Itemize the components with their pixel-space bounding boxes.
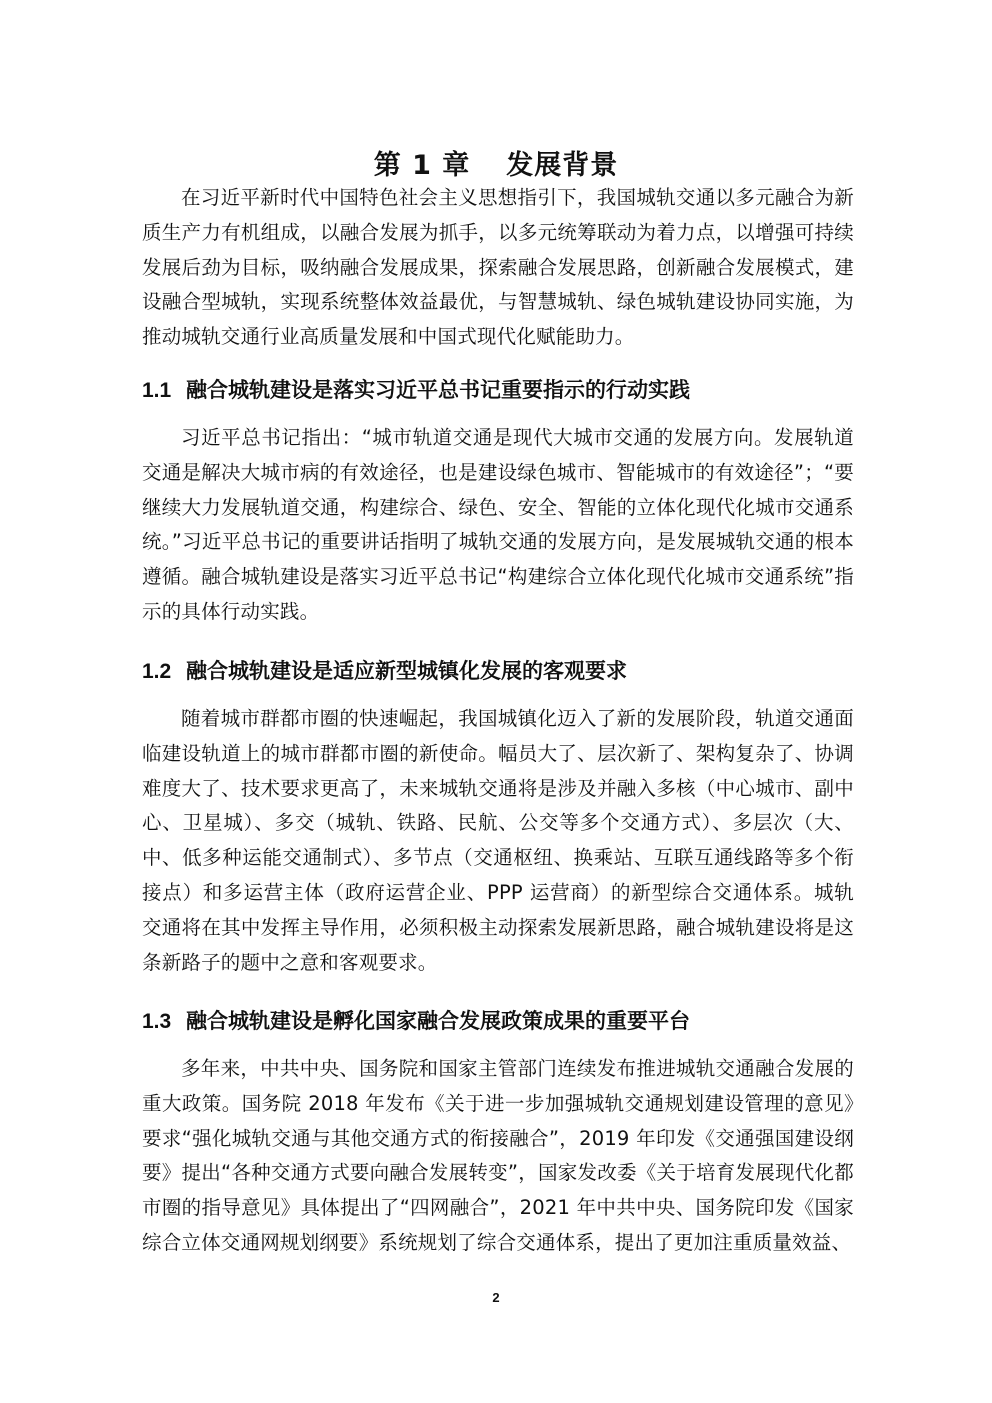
section-title: 融合城轨建设是落实习近平总书记重要指示的行动实践 [186,378,690,402]
section-heading-1-2 [142,655,854,688]
section-1-1-paragraph: 习近平总书记指出：“城市轨道交通是现代大城市交通的发展方向。发展轨道交通是解决大城市病的有效途径，也是建设绿色城市、智能城市的有效途径”；“要继续大力发展轨道交通，构建综合、绿色、安全、智能的立体化现代化城市交通系统。”习近平总书记的重要讲话指明了城轨交通的发展方向，是发展城轨交通的根本遵循。融合城轨建设是落实习近平总书记“构建综合立体化现代化城市交通系统”指示的具体行动实践。 [142,426,854,623]
section-number: 1.2 [142,660,172,683]
section-number: 1.1 [142,379,172,402]
chapter-name: 发展背景 [506,150,619,182]
section-heading-1-3 [142,1005,854,1038]
section-number: 1.3 [142,1010,172,1033]
section-heading-1-1 [142,374,854,407]
section-title: 融合城轨建设是适应新型城镇化发展的客观要求 [186,659,627,683]
section-1-2-paragraph: 随着城市群都市圈的快速崛起，我国城镇化迈入了新的发展阶段，轨道交通面临建设轨道上的城市群都市圈的新使命。幅员大了、层次新了、架构复杂了、协调难度大了、技术要求更高了，未来城轨交通将是涉及并融入多核（中心城市、副中心、卫星城）、多交（城轨、铁路、民航、公交等多个交通方式）、多层次（大、中、低多种运能交通制式）、多节点（交通枢纽、换乘站、互联互通线路等多个衔接点）和多运营主体（政府运营企业、PPP 运营商）的新型综合交通体系。城轨交通将在其中发挥主导作用，必须积极主动探索发展新思路，融合城轨建设将是这条新路子的题中之意和客观要求。 [142,707,854,974]
section-1-3-paragraph: 多年来，中共中央、国务院和国家主管部门连续发布推进城轨交通融合发展的重大政策。国务院 2018 年发布《关于进一步加强城轨交通规划建设管理的意见》要求“强化城轨交通与其他交通方式的衔接融合”，2019 年印发《交通强国建设纲要》提出“各种交通方式要向融合发展转变”，国家发改委《关于培育发展现代化都市圈的指导意见》具体提出了“四网融合”，2021 年中共中央、国务院印发《国家综合立体交通网规划纲要》系统规划了综合交通体系，提出了更加注重质量效益、 [142,1057,854,1254]
intro-paragraph: 在习近平新时代中国特色社会主义思想指引下，我国城轨交通以多元融合为新质生产力有机组成，以融合发展为抓手，以多元统筹联动为着力点，以增强可持续发展后劲为目标，吸纳融合发展成果，探索融合发展思路，创新融合发展模式，建设融合型城轨，实现系统整体效益最优，与智慧城轨、绿色城轨建设协同实施，为推动城轨交通行业高质量发展和中国式现代化赋能助力。 [142,186,854,349]
chapter-number: 第 1 章 [373,150,471,182]
page-number: 2 [492,1290,500,1305]
section-title: 融合城轨建设是孵化国家融合发展政策成果的重要平台 [186,1009,690,1033]
